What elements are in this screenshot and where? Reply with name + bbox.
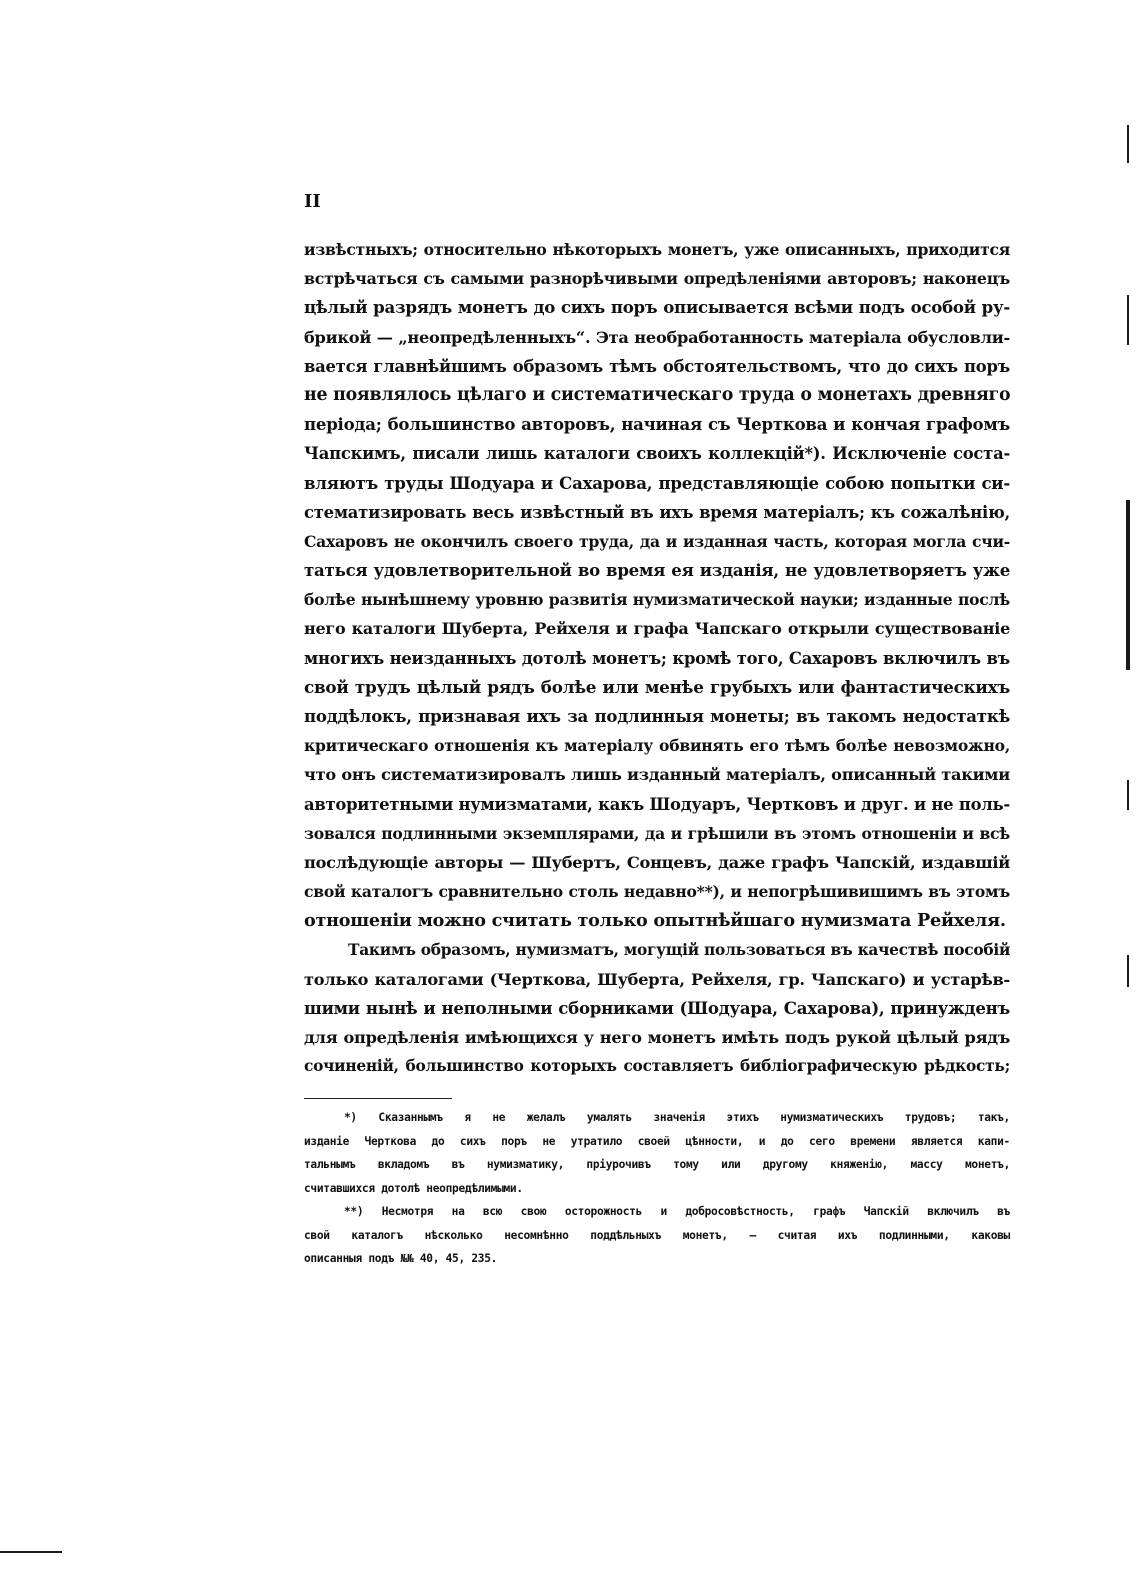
- body-line: болѣе нынѣшнему уровню развитія нумизматической науки; изданные послѣ: [304, 590, 1010, 610]
- footnote-line: изданіе Черткова до сихъ поръ не утратило своей цѣнности, и до сего времени является капи-: [304, 1134, 1010, 1148]
- scan-edge-mark: [1127, 955, 1129, 987]
- body-line: свой каталогъ сравнительно столь недавно**), и непогрѣшивишимъ въ этомъ: [304, 882, 1010, 902]
- body-line: стематизировать весь извѣстный въ ихъ время матеріалъ; къ сожалѣнію,: [304, 502, 1010, 522]
- body-line: что онъ систематизировалъ лишь изданный матеріалъ, описанный такими: [304, 765, 1010, 785]
- scan-edge-mark: [1126, 500, 1130, 670]
- scan-edge-mark: [1127, 780, 1129, 810]
- body-line: брикой — „неопредѣленныхъ“. Эта необработанность матеріала обусловли-: [304, 327, 1010, 347]
- footnote-divider: [304, 1098, 452, 1099]
- footnotes: [304, 1106, 1010, 1271]
- body-line: отношеніи можно считать только опытнѣйшаго нумизмата Рейхеля.: [304, 910, 1006, 932]
- body-line: свой трудъ цѣлый рядъ болѣе или менѣе грубыхъ или фантастическихъ: [304, 676, 1010, 697]
- page-number: II: [304, 191, 321, 212]
- body-line: него каталоги Шуберта, Рейхеля и графа Чапскаго открыли существованіе: [304, 619, 1010, 639]
- body-line: авторитетными нумизматами, какъ Шодуаръ, Чертковъ и друг. и не поль-: [304, 794, 1010, 814]
- body-line: поддѣлокъ, признавая ихъ за подлинныя монеты; въ такомъ недостаткѣ: [304, 706, 1010, 726]
- body-line: для опредѣленія имѣющихся у него монетъ имѣть подъ рукой цѣлый рядъ: [304, 1028, 1010, 1048]
- body-line: зовался подлинными экземплярами, да и грѣшили въ этомъ отношеніи и всѣ: [304, 823, 1010, 843]
- footnote-line: считавшихся дотолѣ неопредѣлимыми.: [304, 1181, 523, 1195]
- body-line: многихъ неизданныхъ дотолѣ монетъ; кромѣ того, Сахаровъ включилъ въ: [304, 648, 1010, 668]
- body-line: только каталогами (Черткова, Шуберта, Рейхеля, гр. Чапскаго) и устарѣв-: [304, 969, 1010, 989]
- footnote-line: **) Несмотря на всю свою осторожность и добросовѣстность, графъ Чапскій включилъ въ: [344, 1205, 1010, 1218]
- body-line: извѣстныхъ; относительно нѣкоторыхъ монетъ, уже описанныхъ, приходится: [304, 240, 1010, 259]
- body-line: вается главнѣйшимъ образомъ тѣмъ обстоятельствомъ, что до сихъ поръ: [304, 356, 1010, 376]
- body-line: Чапскимъ, писали лишь каталоги своихъ коллекцій*). Исключеніе соста-: [304, 444, 1010, 464]
- body-line: цѣлый разрядъ монетъ до сихъ поръ описывается всѣми подъ особой ру-: [304, 297, 1010, 318]
- body-line: встрѣчаться съ самыми разнорѣчивыми опредѣленіями авторовъ; наконецъ: [304, 269, 1010, 289]
- footnote-line: свой каталогъ нѣсколько несомнѣнно поддѣльныхъ монетъ, — считая ихъ подлинными, каковы: [304, 1228, 1010, 1242]
- footnote-line: описанныя подъ №№ 40, 45, 235.: [304, 1252, 498, 1265]
- scan-edge-mark: [0, 1551, 62, 1553]
- body-text: [304, 235, 1010, 1081]
- scan-edge-mark: [1127, 125, 1129, 163]
- body-line: сочиненій, большинство которыхъ составляетъ библіографическую рѣдкость;: [304, 1057, 1010, 1076]
- body-line: Такимъ образомъ, нумизматъ, могущій пользоваться въ качествѣ пособій: [348, 940, 1011, 959]
- footnote-line: тальнымъ вкладомъ въ нумизматику, пріурочивъ тому или другому княженію, массу монетъ,: [304, 1158, 1010, 1171]
- body-line: періода; большинство авторовъ, начиная съ Черткова и кончая графомъ: [304, 414, 1010, 435]
- body-line: шими нынѣ и неполными сборниками (Шодуара, Сахарова), принужденъ: [304, 997, 1010, 1018]
- body-line: таться удовлетворительной во время ея изданія, не удовлетворяетъ уже: [304, 560, 1010, 581]
- body-line: критическаго отношенія къ матеріалу обвинять его тѣмъ болѣе невозможно,: [304, 736, 1010, 756]
- scan-edge-mark: [1127, 295, 1129, 345]
- body-line: Сахаровъ не окончилъ своего труда, да и изданная часть, которая могла счи-: [304, 531, 1010, 551]
- body-line: не появлялось цѣлаго и систематическаго труда о монетахъ древняго: [304, 384, 1011, 405]
- body-line: послѣдующіе авторы — Шубертъ, Сонцевъ, даже графъ Чапскій, издавшій: [304, 852, 1010, 872]
- body-line: вляютъ труды Шодуара и Сахарова, представляющіе собою попытки си-: [304, 472, 1010, 493]
- footnote-line: *) Сказаннымъ я не желалъ умалять значенія этихъ нумизматическихъ трудовъ; такъ,: [344, 1111, 1010, 1124]
